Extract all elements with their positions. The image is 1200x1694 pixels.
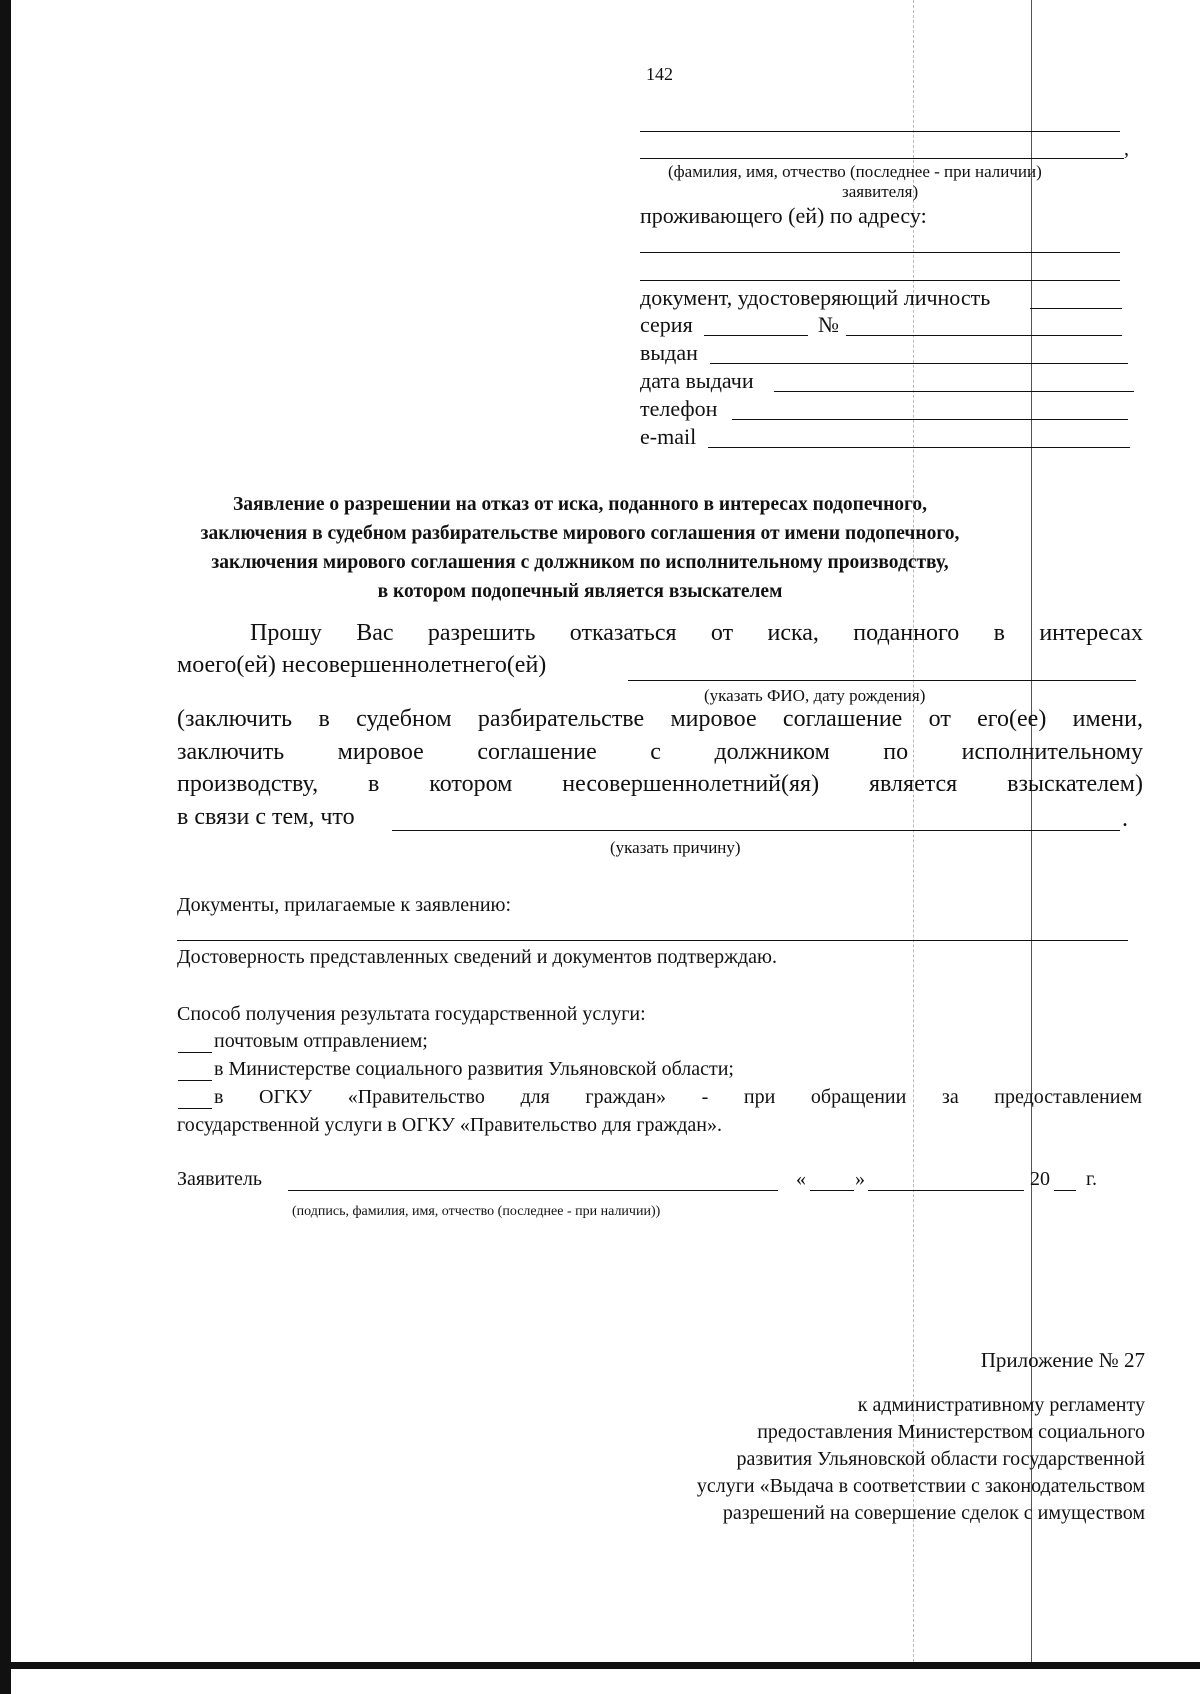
method-label: Способ получения результата государственной услуги: — [177, 1003, 646, 1025]
title-line-2: заключения в судебном разбирательстве мирового соглашения от имени подопечного, — [200, 523, 960, 544]
applicant-label: Заявитель — [177, 1168, 262, 1190]
scan-left-border — [0, 0, 11, 1694]
reason-line[interactable] — [392, 830, 1120, 831]
email-line[interactable] — [708, 447, 1130, 448]
para2-line-2: заключить мировое соглашение с должником по исполнительному — [177, 739, 1143, 765]
year-prefix: 20 — [1030, 1168, 1050, 1190]
series-line[interactable] — [704, 335, 808, 336]
number-label: № — [818, 312, 839, 337]
documents-line[interactable] — [177, 940, 1128, 941]
fio-line-2[interactable] — [640, 158, 1124, 159]
appendix-line-5: разрешений на совершение сделок с имуществом — [722, 1502, 1145, 1524]
fio-line-1[interactable] — [640, 131, 1120, 132]
appendix-line-4: услуги «Выдача в соответствии с законодательством — [696, 1475, 1145, 1497]
scan-bottom-border — [0, 1662, 1200, 1669]
para2-line-3: производству, в котором несовершеннолетний(яя) является взыскателем) — [177, 771, 1143, 797]
signature-line[interactable] — [288, 1190, 778, 1191]
issued-by-label: выдан — [640, 340, 698, 365]
address-line-1[interactable] — [640, 252, 1120, 253]
confirm-text: Достоверность представленных сведений и документов подтверждаю. — [177, 946, 777, 968]
year-suffix: г. — [1086, 1168, 1097, 1190]
number-line[interactable] — [846, 335, 1122, 336]
signature-caption: (подпись, фамилия, имя, отчество (последнее - при наличии)) — [292, 1204, 661, 1219]
email-label: e-mail — [640, 424, 697, 449]
page-number: 142 — [646, 64, 673, 84]
method-opt3-checkbox[interactable] — [178, 1108, 212, 1109]
appendix-line-2: предоставления Министерством социального — [757, 1421, 1145, 1443]
appendix-heading: Приложение № 27 — [980, 1348, 1145, 1372]
phone-line[interactable] — [732, 419, 1128, 420]
documents-label: Документы, прилагаемые к заявлению: — [177, 894, 512, 916]
day-line[interactable] — [810, 1190, 854, 1191]
series-label: серия — [640, 312, 693, 337]
para2-line-4: в связи с тем, что — [177, 804, 355, 830]
method-opt3-line-2: государственной услуги в ОГКУ «Правительство для граждан». — [177, 1114, 722, 1136]
title-line-4: в котором подопечный является взыскателем — [377, 581, 783, 602]
address-line-2[interactable] — [640, 280, 1120, 281]
quote-close: » — [855, 1168, 865, 1190]
id-document-label: документ, удостоверяющий личность — [640, 285, 991, 310]
issue-date-line[interactable] — [774, 391, 1134, 392]
fio-caption-2: заявителя) — [842, 182, 919, 201]
id-document-line[interactable] — [1030, 308, 1122, 309]
document-title — [160, 490, 1000, 606]
method-opt1-checkbox[interactable] — [178, 1052, 212, 1053]
method-opt1: почтовым отправлением; — [214, 1030, 428, 1052]
year-line[interactable] — [1054, 1190, 1076, 1191]
quote-open: « — [796, 1168, 806, 1190]
reason-caption: (указать причину) — [610, 838, 741, 857]
method-opt3-line-1: в ОГКУ «Правительство для граждан» - при обращении за предоставлением — [214, 1086, 1142, 1108]
month-line[interactable] — [868, 1190, 1024, 1191]
appendix-line-3: развития Ульяновской области государственной — [736, 1448, 1145, 1470]
reason-period: . — [1122, 806, 1128, 832]
issued-by-line[interactable] — [710, 363, 1128, 364]
para1-line-2: моего(ей) несовершеннолетнего(ей) — [177, 652, 547, 678]
issue-date-label: дата выдачи — [640, 368, 754, 393]
appendix-line-1: к административному регламенту — [857, 1394, 1145, 1416]
child-fio-line[interactable] — [628, 680, 1136, 681]
fio-comma: , — [1124, 138, 1129, 160]
para2-line-1: (заключить в судебном разбирательстве мировое соглашение от его(ее) имени, — [177, 706, 1143, 732]
child-caption: (указать ФИО, дату рождения) — [704, 686, 926, 705]
title-line-3: заключения мирового соглашения с должником по исполнительному производству, — [211, 552, 949, 573]
phone-label: телефон — [640, 396, 718, 421]
title-line-1: Заявление о разрешении на отказ от иска, поданного в интересах подопечного, — [232, 494, 928, 515]
para1-line-1: Прошу Вас разрешить отказаться от иска, поданного в интересах — [250, 620, 1143, 646]
address-label: проживающего (ей) по адресу: — [640, 203, 927, 228]
method-opt2-checkbox[interactable] — [178, 1080, 212, 1081]
method-opt2: в Министерстве социального развития Ульяновской области; — [214, 1058, 734, 1080]
fio-caption-1: (фамилия, имя, отчество (последнее - при наличии) — [668, 162, 1042, 181]
